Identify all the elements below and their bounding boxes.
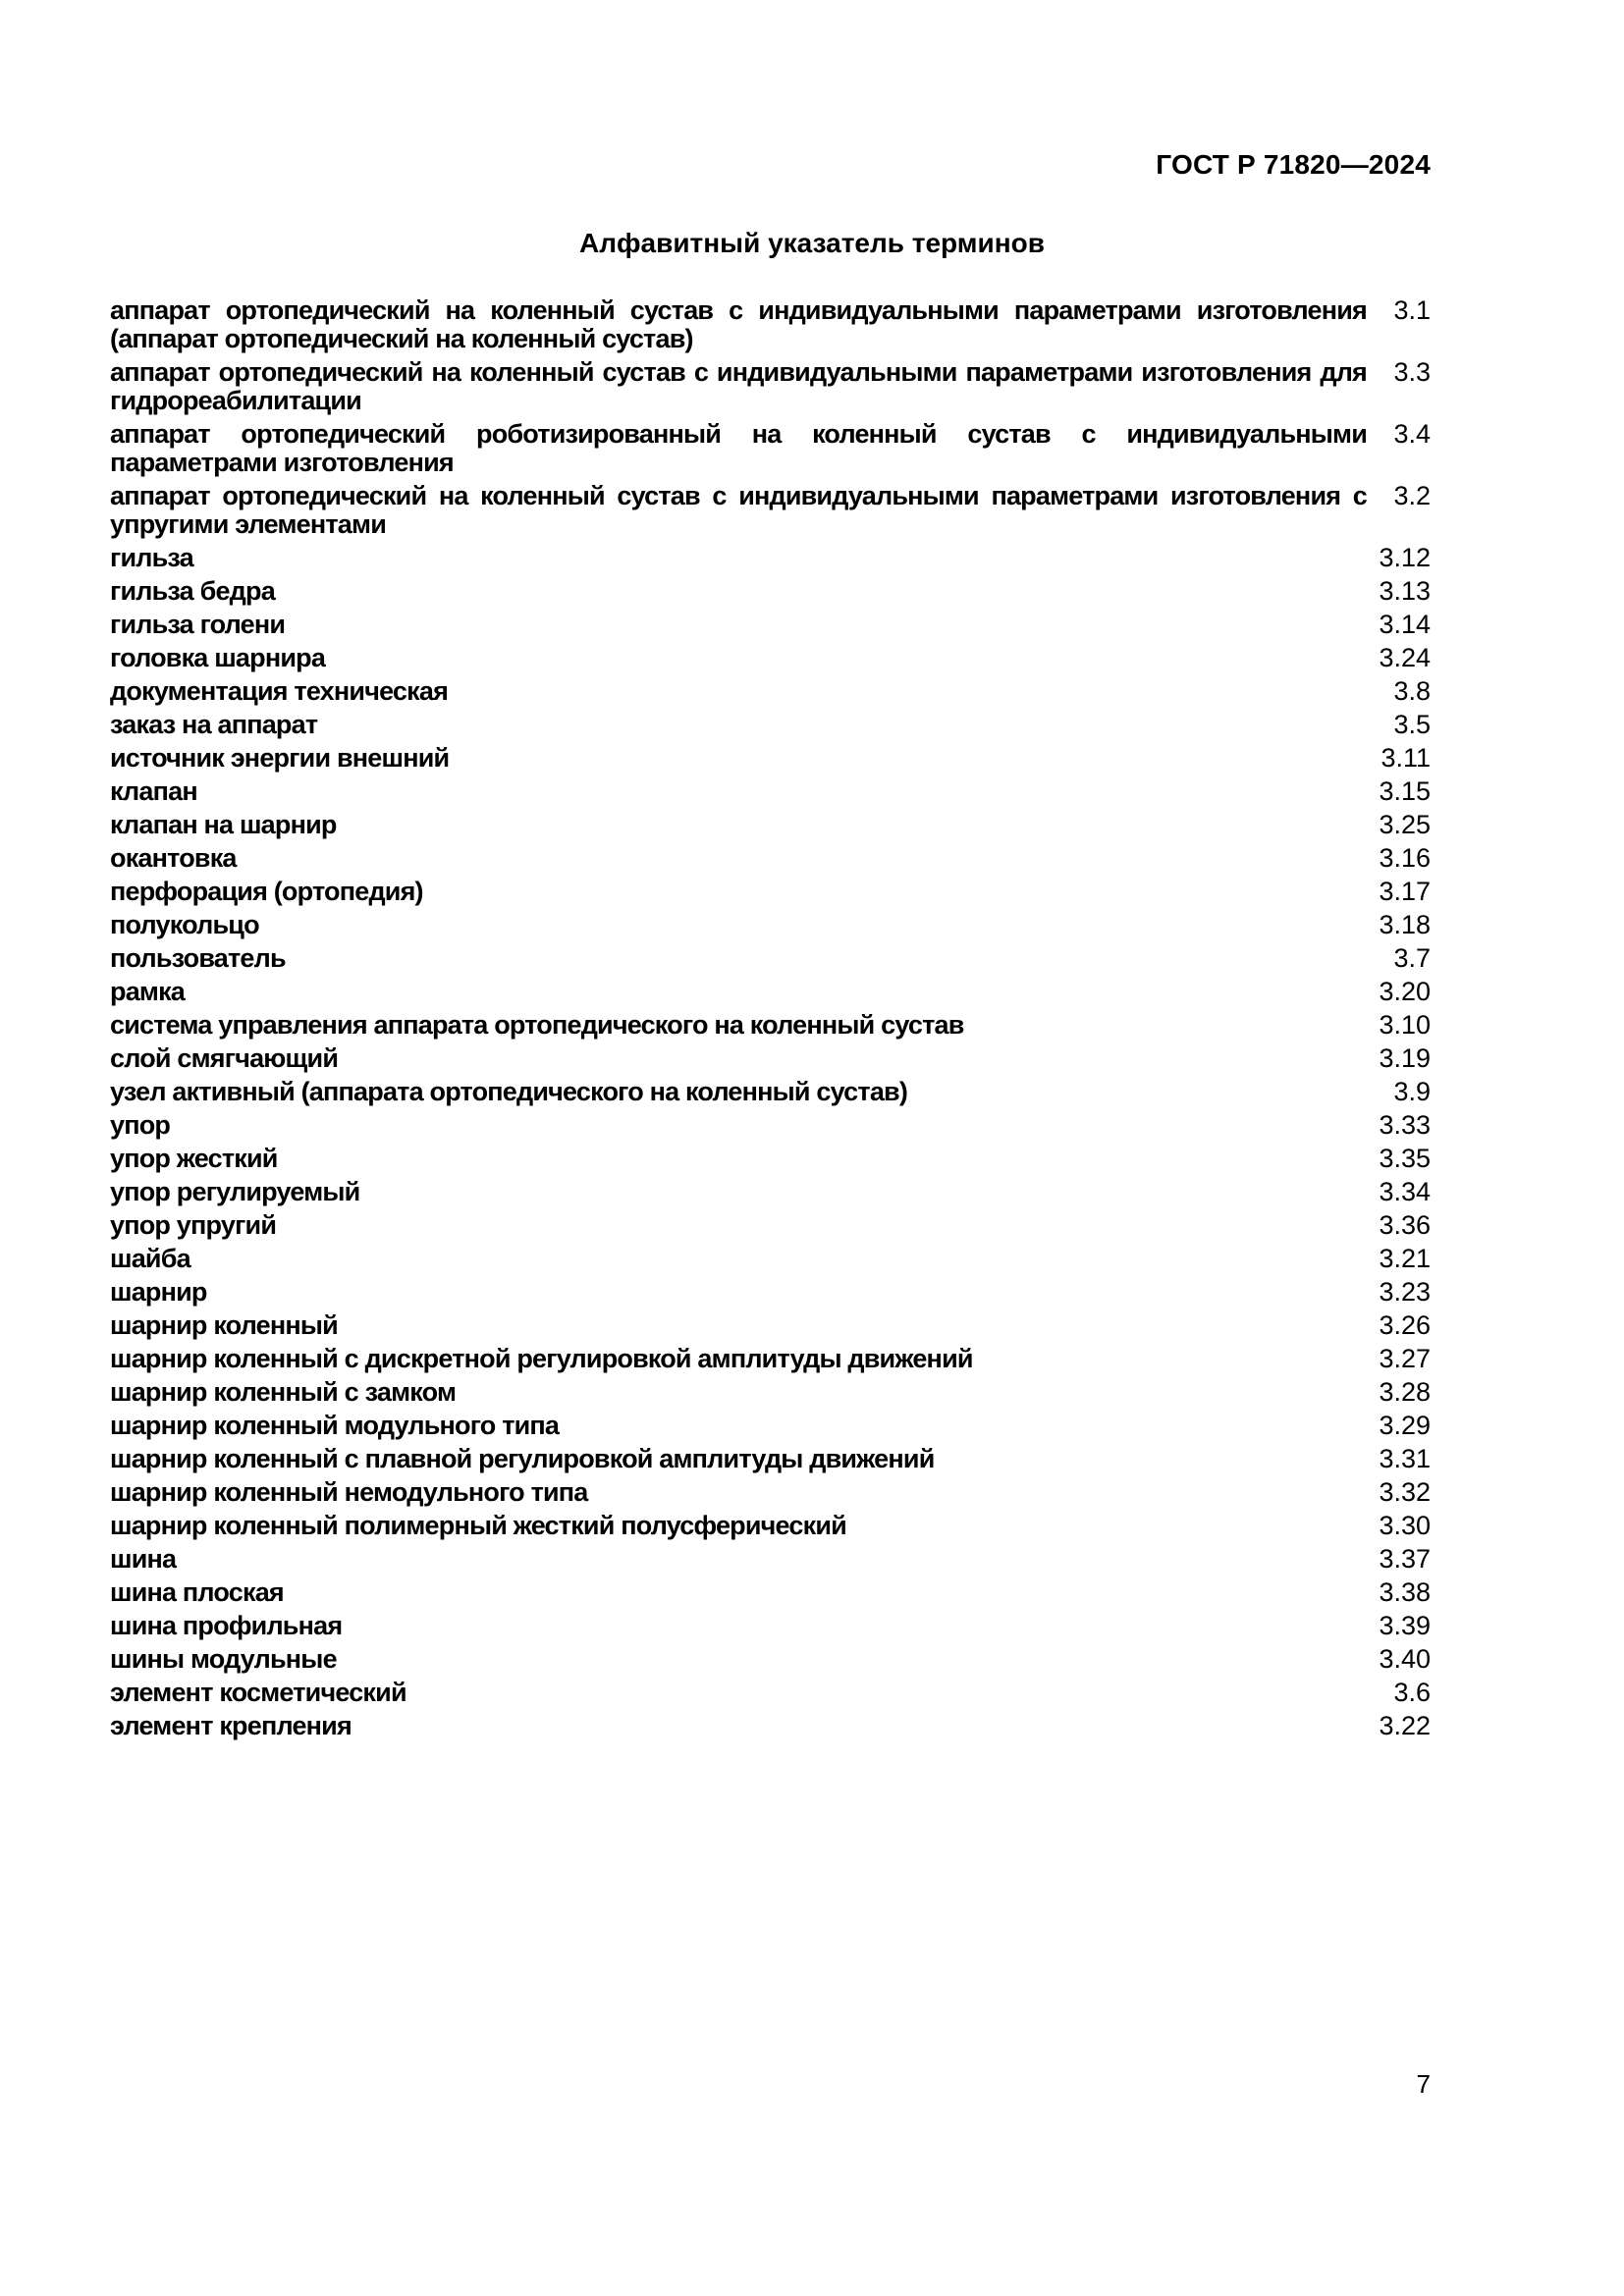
index-entry xyxy=(110,1245,1431,1273)
index-clause-number: 3.11 xyxy=(1380,743,1431,773)
index-clause-number: 3.24 xyxy=(1379,643,1431,672)
index-entry xyxy=(110,1178,1431,1206)
index-clause-number: 3.37 xyxy=(1379,1544,1431,1574)
index-term: слой смягчающий xyxy=(110,1043,339,1073)
index-entry xyxy=(110,544,1431,572)
index-clause-number: 3.8 xyxy=(1393,676,1431,706)
page-number: 7 xyxy=(1416,2069,1431,2099)
index-clause-number: 3.22 xyxy=(1379,1711,1431,1740)
index-term: пользователь xyxy=(110,943,286,973)
index-clause-number: 3.38 xyxy=(1379,1577,1431,1607)
index-entry xyxy=(110,420,1431,477)
index-term: аппарат ортопедический на коленный сустав с индивидуальными параметрами изготовления (аппарат ортопедический на коленный сустав) xyxy=(110,295,1367,353)
index-entry xyxy=(110,1478,1431,1507)
index-term: полукольцо xyxy=(110,910,259,939)
page-title: Алфавитный указатель терминов xyxy=(579,228,1045,258)
index-entry xyxy=(110,1578,1431,1607)
index-entry xyxy=(110,1378,1431,1407)
index-term: шарнир коленный с дискретной регулировкой амплитуды движений xyxy=(110,1344,973,1373)
index-term: упор упругий xyxy=(110,1210,277,1240)
index-entry xyxy=(110,1011,1431,1040)
index-term: аппарат ортопедический роботизированный на коленный сустав с индивидуальными параметрами изготовления xyxy=(110,419,1367,477)
index-clause-number: 3.17 xyxy=(1379,877,1431,906)
index-entry xyxy=(110,1111,1431,1140)
alphabetical-term-index xyxy=(110,296,1431,1745)
index-term: шарнир коленный с плавной регулировкой амплитуды движений xyxy=(110,1444,935,1473)
index-entry xyxy=(110,844,1431,873)
index-term: аппарат ортопедический на коленный сустав с индивидуальными параметрами изготовления для гидрореабилитации xyxy=(110,357,1367,415)
index-entry xyxy=(110,1211,1431,1240)
index-entry xyxy=(110,1044,1431,1073)
index-clause-number: 3.6 xyxy=(1393,1678,1431,1707)
index-entry xyxy=(110,878,1431,906)
index-term: гильза xyxy=(110,543,193,572)
index-clause-number: 3.28 xyxy=(1379,1377,1431,1407)
index-entry xyxy=(110,744,1431,773)
index-term: аппарат ортопедический на коленный сустав с индивидуальными параметрами изготовления с упругими элементами xyxy=(110,481,1367,539)
index-term: шарнир xyxy=(110,1277,207,1307)
index-term: перфорация (ортопедия) xyxy=(110,877,423,906)
index-entry xyxy=(110,611,1431,639)
index-clause-number: 3.32 xyxy=(1379,1477,1431,1507)
index-entry xyxy=(110,358,1431,415)
index-entry xyxy=(110,811,1431,839)
index-clause-number: 3.19 xyxy=(1379,1043,1431,1073)
index-clause-number: 3.5 xyxy=(1393,710,1431,739)
index-term: заказ на аппарат xyxy=(110,710,318,739)
index-clause-number: 3.34 xyxy=(1379,1177,1431,1206)
index-term: шарнир коленный с замком xyxy=(110,1377,457,1407)
index-entry xyxy=(110,1545,1431,1574)
index-clause-number: 3.3 xyxy=(1393,357,1431,387)
index-clause-number: 3.9 xyxy=(1393,1077,1431,1106)
index-term: шина плоская xyxy=(110,1577,284,1607)
index-clause-number: 3.10 xyxy=(1379,1010,1431,1040)
index-clause-number: 3.20 xyxy=(1379,977,1431,1006)
index-entry xyxy=(110,1712,1431,1740)
index-term: клапан на шарнир xyxy=(110,810,337,839)
index-clause-number: 3.36 xyxy=(1379,1210,1431,1240)
index-entry xyxy=(110,777,1431,806)
index-clause-number: 3.40 xyxy=(1379,1644,1431,1674)
index-term: узел активный (аппарата ортопедического на коленный сустав) xyxy=(110,1077,908,1106)
index-term: шайба xyxy=(110,1244,190,1273)
index-clause-number: 3.27 xyxy=(1379,1344,1431,1373)
index-entry xyxy=(110,1412,1431,1440)
index-entry xyxy=(110,978,1431,1006)
index-term: источник энергии внешний xyxy=(110,743,450,773)
index-clause-number: 3.7 xyxy=(1393,943,1431,973)
index-term: элемент косметический xyxy=(110,1678,406,1707)
index-entry xyxy=(110,944,1431,973)
index-entry xyxy=(110,1612,1431,1640)
index-entry xyxy=(110,1145,1431,1173)
index-clause-number: 3.16 xyxy=(1379,843,1431,873)
index-term: окантовка xyxy=(110,843,237,873)
index-clause-number: 3.35 xyxy=(1379,1144,1431,1173)
index-entry xyxy=(110,644,1431,672)
index-term: упор xyxy=(110,1110,171,1140)
index-clause-number: 3.13 xyxy=(1379,576,1431,606)
index-term: система управления аппарата ортопедического на коленный сустав xyxy=(110,1010,964,1040)
index-clause-number: 3.25 xyxy=(1379,810,1431,839)
index-entry xyxy=(110,1278,1431,1307)
index-clause-number: 3.12 xyxy=(1379,543,1431,572)
index-entry xyxy=(110,577,1431,606)
index-entry xyxy=(110,482,1431,539)
index-clause-number: 3.15 xyxy=(1379,776,1431,806)
index-entry xyxy=(110,677,1431,706)
index-entry xyxy=(110,1345,1431,1373)
index-entry xyxy=(110,1311,1431,1340)
index-term: клапан xyxy=(110,776,197,806)
index-entry xyxy=(110,711,1431,739)
index-term: шина xyxy=(110,1544,177,1574)
index-term: гильза бедра xyxy=(110,576,275,606)
index-term: упор регулируемый xyxy=(110,1177,360,1206)
index-clause-number: 3.21 xyxy=(1379,1244,1431,1273)
index-clause-number: 3.4 xyxy=(1393,419,1431,449)
index-clause-number: 3.31 xyxy=(1379,1444,1431,1473)
index-clause-number: 3.23 xyxy=(1379,1277,1431,1307)
index-term: шарнир коленный модульного типа xyxy=(110,1411,560,1440)
index-term: шарнир коленный немодульного типа xyxy=(110,1477,588,1507)
standard-designation: ГОСТ Р 71820—2024 xyxy=(1156,149,1431,180)
index-clause-number: 3.14 xyxy=(1379,610,1431,639)
index-clause-number: 3.39 xyxy=(1379,1611,1431,1640)
index-term: шина профильная xyxy=(110,1611,343,1640)
index-term: упор жесткий xyxy=(110,1144,278,1173)
index-term: головка шарнира xyxy=(110,643,326,672)
index-clause-number: 3.2 xyxy=(1393,481,1431,510)
index-entry xyxy=(110,1512,1431,1540)
index-clause-number: 3.33 xyxy=(1379,1110,1431,1140)
index-term: документация техническая xyxy=(110,676,449,706)
index-term: шины модульные xyxy=(110,1644,337,1674)
index-entry xyxy=(110,1645,1431,1674)
index-term: шарнир коленный xyxy=(110,1310,338,1340)
index-entry xyxy=(110,1679,1431,1707)
index-entry xyxy=(110,911,1431,939)
index-term: рамка xyxy=(110,977,186,1006)
index-clause-number: 3.29 xyxy=(1379,1411,1431,1440)
index-entry xyxy=(110,1078,1431,1106)
index-clause-number: 3.30 xyxy=(1379,1511,1431,1540)
index-term: шарнир коленный полимерный жесткий полусферический xyxy=(110,1511,846,1540)
index-term: гильза голени xyxy=(110,610,286,639)
index-entry xyxy=(110,296,1431,353)
index-clause-number: 3.26 xyxy=(1379,1310,1431,1340)
index-clause-number: 3.18 xyxy=(1379,910,1431,939)
index-entry xyxy=(110,1445,1431,1473)
index-clause-number: 3.1 xyxy=(1393,295,1431,325)
index-term: элемент крепления xyxy=(110,1711,352,1740)
